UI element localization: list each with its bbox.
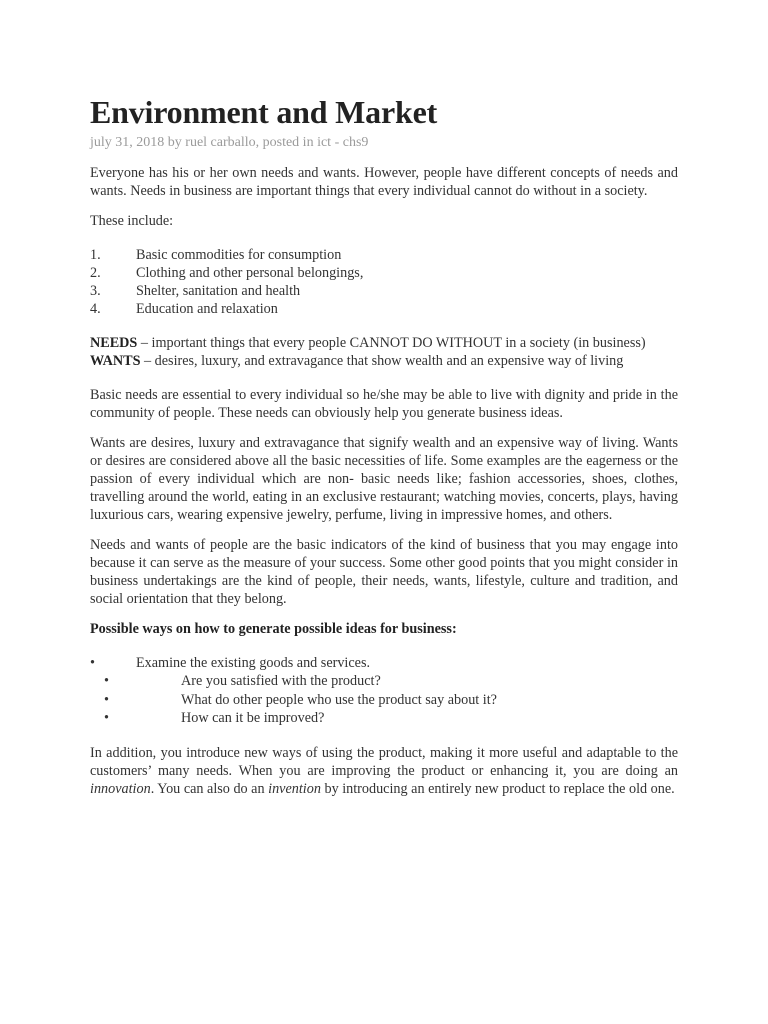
list-text: Basic commodities for consumption (136, 247, 342, 263)
list-number: 3. (90, 283, 101, 299)
list-text: Shelter, sanitation and health (136, 283, 301, 299)
indicators-paragraph: Needs and wants of people are the basic indicators of the kind of business that you may engage into because it can serve as the measure of your success. Some other good points that you might consider in business undertakings are the kind of people, their needs, wants, lifestyle, culture and tradition, and social orientation that they belong. (90, 537, 678, 607)
wants-definition-text: – desires, luxury, and extravagance that show wealth and an expensive way of living (140, 353, 624, 369)
list-item (90, 654, 678, 672)
basic-needs-paragraph: Basic needs are essential to every individual so he/she may be able to live with dignity and pride in the community of people. These needs can obviously help you generate business ideas. (90, 387, 678, 421)
intro-paragraph: Everyone has his or her own needs and wants. However, people have different concepts of needs and wants. Needs in business are important things that every individual cannot do without in a society. (90, 165, 678, 199)
article-title: Environment and Market (90, 94, 438, 130)
article-body (90, 92, 678, 798)
list-item (90, 246, 678, 264)
list-item (90, 300, 678, 318)
list-number: 4. (90, 301, 101, 317)
conclusion-text: . You can also do an (150, 780, 269, 797)
needs-term: NEEDS (90, 335, 138, 351)
list-text: Examine the existing goods and services. (136, 655, 371, 671)
ways-heading-text: Possible ways on how to generate possible ideas for business: (90, 621, 457, 637)
list-item (90, 672, 678, 691)
conclusion-paragraph (90, 744, 678, 798)
list-text: Are you satisfied with the product? (181, 673, 381, 689)
list-number: 2. (90, 265, 101, 281)
bullet-icon: • (90, 655, 95, 671)
conclusion-text: In addition, you introduce new ways of using the product, making it more useful and adaptable to the customers’ many needs. When you are improving the product or enhancing it, you are doing an (90, 744, 678, 779)
list-number: 1. (90, 247, 101, 263)
ways-sub-list (90, 672, 678, 728)
bullet-icon: • (104, 691, 109, 708)
list-text: What do other people who use the product say about it? (181, 691, 497, 708)
bullet-icon: • (104, 710, 109, 726)
wants-term: WANTS (90, 353, 141, 369)
wants-paragraph: Wants are desires, luxury and extravagance that signify wealth and an expensive way of living. Wants or desires are considered above all the basic necessities of life. Some examples are the eagerness or the passion of every individual which are non- basic needs like; fashion accessories, shoes, clothes, travelling around the world, eating in an exclusive restaurant; watching movies, concerts, plays, having luxurious cars, wearing expensive jewelry, perfume, living in impressive homes, and others. (90, 435, 678, 523)
list-item (90, 282, 678, 300)
ways-heading (90, 620, 678, 638)
innovation-term: innovation (90, 780, 151, 797)
article-meta: july 31, 2018 by ruel carballo, posted in ict - chs9 (90, 135, 369, 150)
these-include-label: These include: (90, 213, 174, 229)
needs-list (90, 246, 678, 318)
bullet-icon: • (104, 673, 109, 689)
list-text: Clothing and other personal belongings, (136, 265, 364, 281)
wants-definition (90, 352, 678, 370)
needs-definition-text: – important things that every people CANNOT DO WITHOUT in a society (in business) (137, 335, 646, 351)
needs-definition (90, 334, 678, 352)
list-item (90, 264, 678, 282)
list-text: Education and relaxation (136, 301, 278, 317)
ways-list (90, 654, 678, 672)
list-text: How can it be improved? (181, 710, 325, 726)
conclusion-text: by introducing an entirely new product to replace the old one. (320, 780, 675, 797)
invention-term: invention (268, 780, 321, 797)
list-item (90, 691, 678, 710)
list-item (90, 709, 678, 728)
